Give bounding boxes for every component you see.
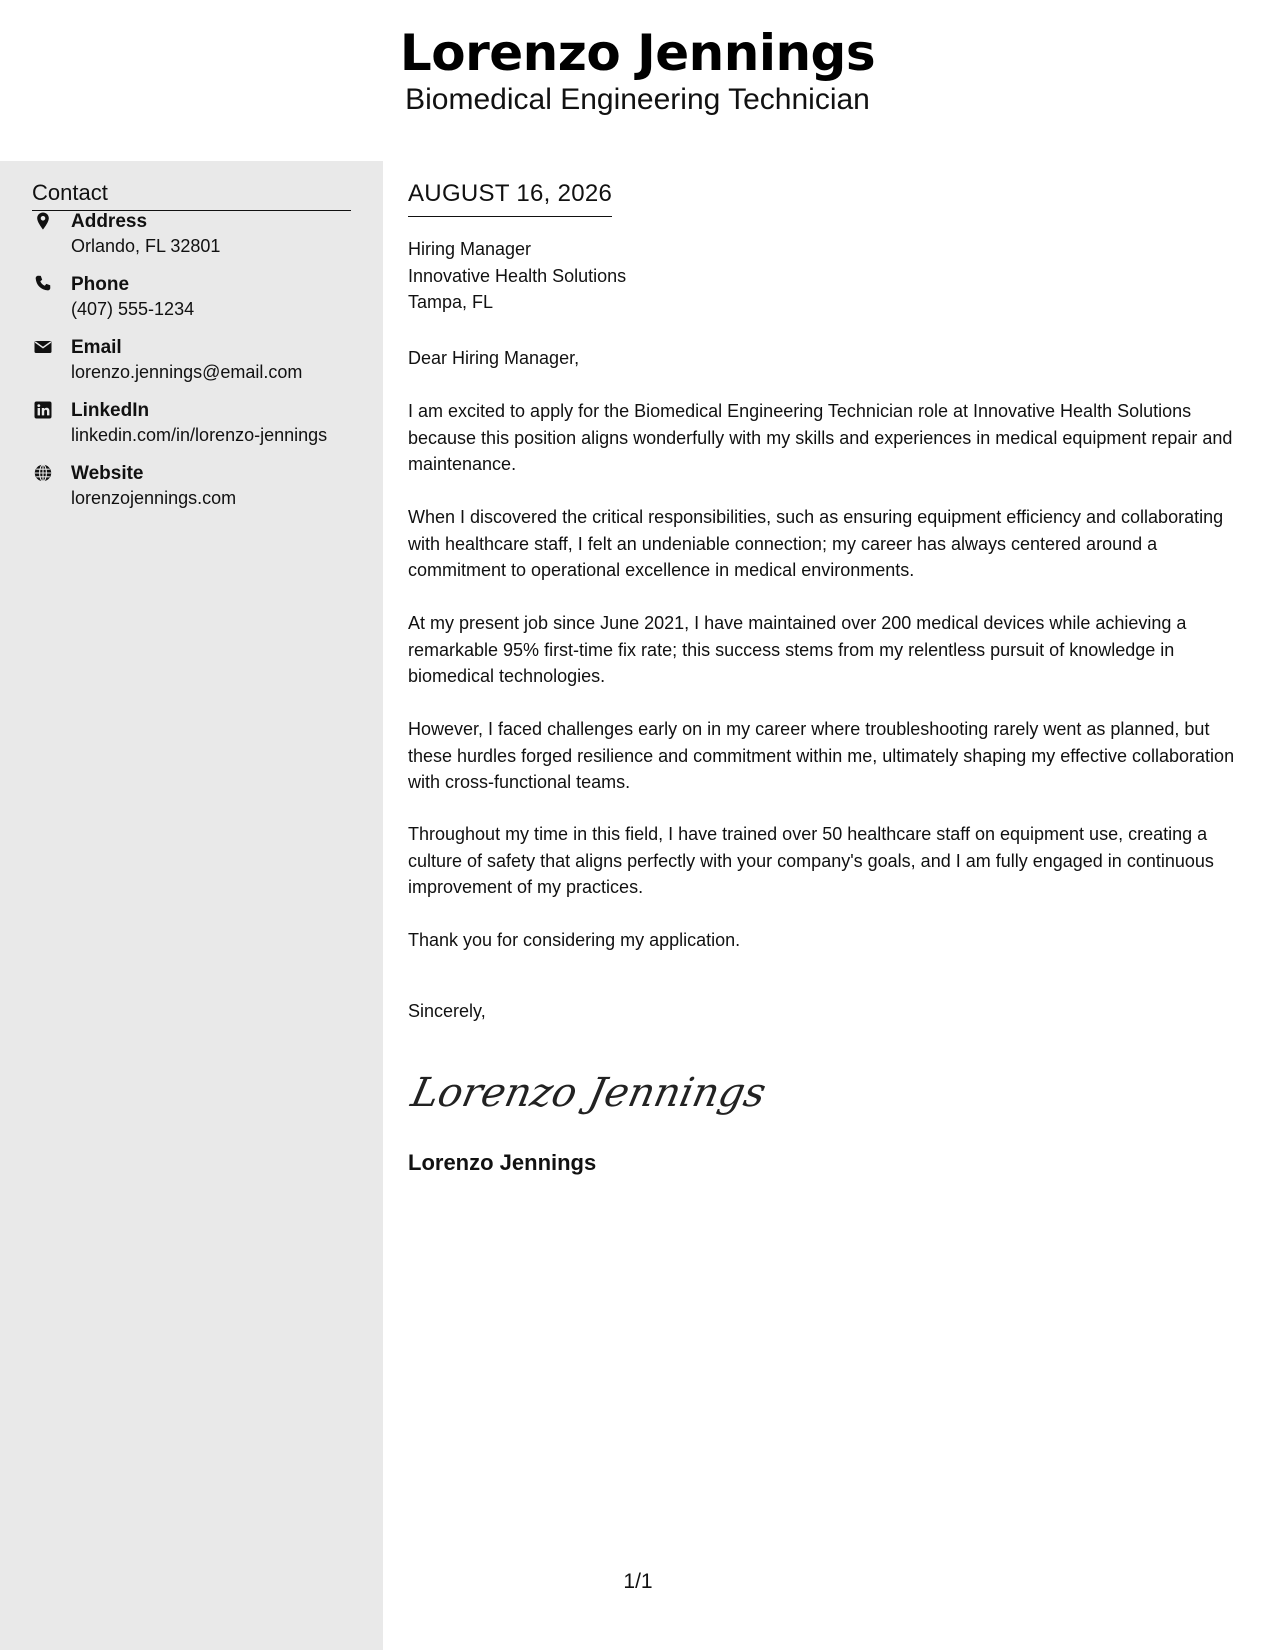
- paragraph-text: I am excited to apply for the Biomedical Engineering Technician role at Innovative Health Solutions because this position aligns wonderfully with my skills and experiences in medical equipment repair and maintenance.: [408, 401, 1233, 474]
- letter-date: AUGUST 16, 2026: [408, 176, 612, 217]
- paragraph-text: When I discovered the critical responsibilities, such as ensuring equipment efficiency and collaborating with healthcare staff, I felt an undeniable connection; my career has always centered around a commitment to operational excellence in medical environments.: [408, 507, 1224, 580]
- linkedin-label: LinkedIn: [71, 400, 150, 421]
- contact-sidebar: [0, 161, 383, 1650]
- handwritten-signature: [407, 1056, 771, 1126]
- recipient-company: Innovative Health Solutions: [408, 265, 627, 286]
- closing: Sincerely,: [408, 1001, 486, 1021]
- letter-paragraph: [408, 610, 1250, 690]
- letter-paragraph: [408, 821, 1250, 901]
- page-number: 1/1: [623, 1570, 653, 1593]
- paragraph-text: However, I faced challenges early on in my career where troubleshooting rarely went as planned, but these hurdles forged resilience and commitment within me, ultimately shaping my effective collaboration with cross-functional teams.: [408, 719, 1235, 792]
- email-label: Email: [71, 337, 122, 358]
- phone-icon: [34, 275, 52, 293]
- address-value: Orlando, FL 32801: [71, 236, 221, 256]
- website-value: lorenzojennings.com: [71, 488, 237, 508]
- signer-name: Lorenzo Jennings: [408, 1150, 597, 1175]
- contact-linkedin: [32, 398, 372, 454]
- website-label: Website: [71, 463, 144, 484]
- recipient-name: Hiring Manager: [408, 239, 532, 259]
- letter-paragraph: [408, 504, 1250, 584]
- linkedin-icon: [34, 401, 52, 419]
- salutation: Dear Hiring Manager,: [408, 348, 580, 368]
- recipient-location: Tampa, FL: [408, 292, 494, 312]
- contact-email: [32, 335, 372, 391]
- contact-address: [32, 209, 372, 265]
- phone-value: (407) 555-1234: [71, 299, 195, 319]
- resume-header: [0, 0, 1275, 161]
- map-pin-icon: [34, 212, 52, 230]
- phone-label: Phone: [71, 274, 130, 295]
- paragraph-text: At my present job since June 2021, I have maintained over 200 medical devices while achieving a remarkable 95% first-time fix rate; this success stems from my relentless pursuit of knowledge in biomedical technologies.: [408, 613, 1187, 686]
- applicant-name: Lorenzo Jennings: [399, 24, 876, 82]
- letter-paragraph: [408, 398, 1250, 478]
- signature-text: Lorenzo Jennings: [407, 1068, 771, 1116]
- paragraph-text: Thank you for considering my application.: [408, 930, 741, 950]
- letter-paragraph: [408, 927, 1250, 954]
- contact-phone: [32, 272, 372, 328]
- applicant-title: Biomedical Engineering Technician: [405, 83, 870, 116]
- globe-icon: [34, 464, 52, 482]
- email-value: lorenzo.jennings@email.com: [71, 362, 303, 382]
- envelope-icon: [34, 338, 52, 356]
- contact-website: [32, 461, 372, 517]
- paragraph-text: Throughout my time in this field, I have trained over 50 healthcare staff on equipment use, creating a culture of safety that aligns perfectly with your company's goals, and I am fully engaged in continuous improvement of my practices.: [408, 824, 1214, 897]
- linkedin-value: linkedin.com/in/lorenzo-jennings: [71, 425, 328, 445]
- contact-section-title: Contact: [32, 176, 351, 211]
- letter-paragraph: [408, 716, 1250, 796]
- recipient-block: [408, 236, 626, 316]
- address-label: Address: [71, 211, 148, 232]
